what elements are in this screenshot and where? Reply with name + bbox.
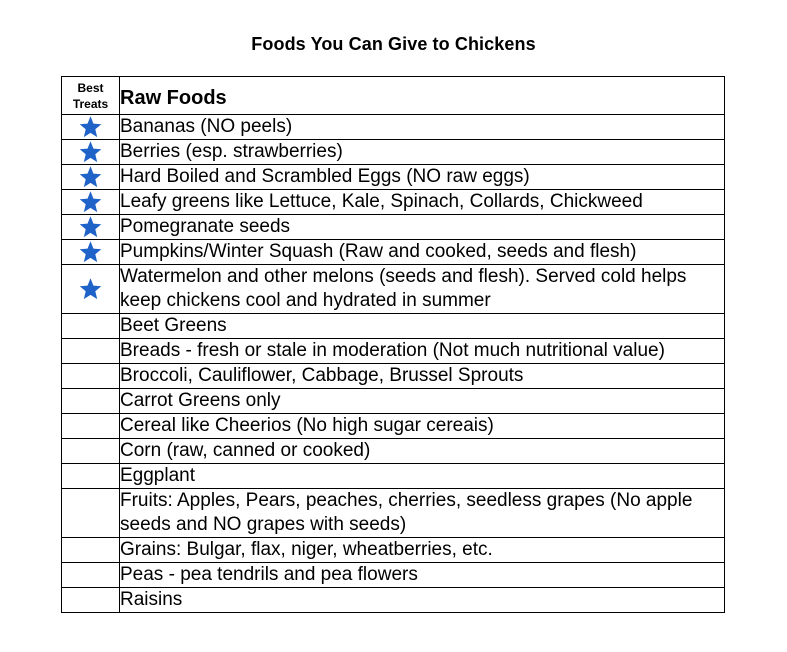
foods-table-body — [62, 77, 725, 613]
star-icon — [78, 277, 103, 301]
best-treats-header: Best Treats — [72, 80, 109, 111]
best-treat-cell — [62, 314, 120, 339]
food-item: Pumpkins/Winter Squash (Raw and cooked, seeds and flesh) — [120, 240, 725, 265]
food-item: Breads - fresh or stale in moderation (Not much nutritional value) — [120, 339, 725, 364]
best-treat-cell — [62, 588, 120, 613]
food-item: Peas - pea tendrils and pea flowers — [120, 563, 725, 588]
table-row — [62, 314, 725, 339]
food-item: Hard Boiled and Scrambled Eggs (NO raw eggs) — [120, 165, 725, 190]
table-row — [62, 265, 725, 314]
best-treat-cell — [62, 240, 120, 265]
table-row — [62, 140, 725, 165]
best-treat-cell — [62, 215, 120, 240]
table-row — [62, 563, 725, 588]
best-treat-cell — [62, 115, 120, 140]
food-item: Berries (esp. strawberries) — [120, 140, 725, 165]
best-treat-cell — [62, 140, 120, 165]
star-icon — [78, 165, 103, 189]
food-item: Corn (raw, canned or cooked) — [120, 439, 725, 464]
food-item: Fruits: Apples, Pears, peaches, cherries, seedless grapes (No apple seeds and NO grapes with seeds) — [120, 489, 725, 538]
table-row — [62, 538, 725, 563]
table-row — [62, 389, 725, 414]
food-item: Watermelon and other melons (seeds and flesh). Served cold helps keep chickens cool and hydrated in summer — [120, 265, 725, 314]
best-treat-cell — [62, 265, 120, 314]
star-icon — [78, 115, 103, 139]
star-icon — [78, 240, 103, 264]
table-row — [62, 439, 725, 464]
star-icon — [78, 190, 103, 214]
raw-foods-header: Raw Foods — [120, 86, 227, 109]
food-item: Carrot Greens only — [120, 389, 725, 414]
star-icon — [78, 215, 103, 239]
food-item: Eggplant — [120, 464, 725, 489]
best-treat-cell — [62, 414, 120, 439]
table-row — [62, 190, 725, 215]
table-row — [62, 489, 725, 538]
best-treats-header-cell — [62, 77, 120, 115]
best-treat-cell — [62, 339, 120, 364]
food-item: Grains: Bulgar, flax, niger, wheatberries, etc. — [120, 538, 725, 563]
page-title: Foods You Can Give to Chickens — [251, 34, 536, 54]
best-treat-cell — [62, 190, 120, 215]
food-item: Leafy greens like Lettuce, Kale, Spinach, Collards, Chickweed — [120, 190, 725, 215]
food-item: Broccoli, Cauliflower, Cabbage, Brussel Sprouts — [120, 364, 725, 389]
table-row — [62, 240, 725, 265]
table-row — [62, 115, 725, 140]
best-treat-cell — [62, 165, 120, 190]
food-item: Beet Greens — [120, 314, 725, 339]
food-item: Pomegranate seeds — [120, 215, 725, 240]
table-row — [62, 464, 725, 489]
raw-foods-header-cell — [120, 77, 725, 115]
star-icon — [78, 140, 103, 164]
food-item: Bananas (NO peels) — [120, 115, 725, 140]
best-treat-cell — [62, 489, 120, 538]
table-row — [62, 588, 725, 613]
best-treat-cell — [62, 389, 120, 414]
table-row — [62, 339, 725, 364]
foods-table — [61, 76, 725, 613]
table-row — [62, 165, 725, 190]
food-item: Cereal like Cheerios (No high sugar cereais) — [120, 414, 725, 439]
table-row — [62, 215, 725, 240]
table-header-row — [62, 77, 725, 115]
best-treat-cell — [62, 439, 120, 464]
table-row — [62, 364, 725, 389]
best-treat-cell — [62, 538, 120, 563]
best-treat-cell — [62, 464, 120, 489]
best-treat-cell — [62, 364, 120, 389]
best-treat-cell — [62, 563, 120, 588]
food-item: Raisins — [120, 588, 725, 613]
table-row — [62, 414, 725, 439]
